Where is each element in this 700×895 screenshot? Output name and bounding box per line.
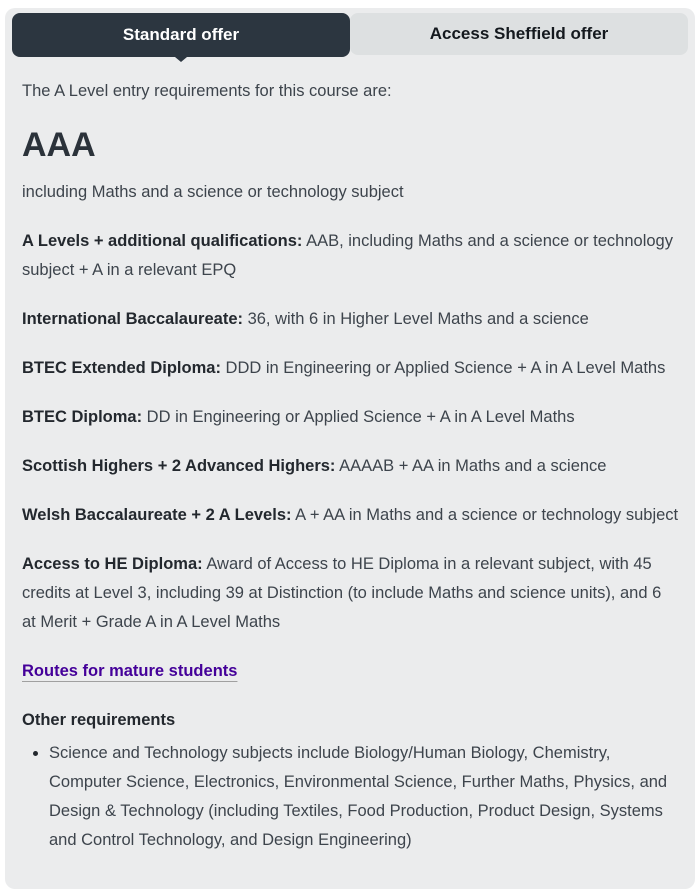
grade-note: including Maths and a science or technology subject <box>22 183 404 201</box>
requirement-text: DD in Engineering or Applied Science + A in A Level Maths <box>142 408 575 426</box>
requirement-label: Scottish Highers + 2 Advanced Highers: <box>22 457 336 475</box>
requirement-label: Welsh Baccalaureate + 2 A Levels: <box>22 506 292 524</box>
requirement-item <box>22 354 679 383</box>
standard-offer-content <box>5 57 695 895</box>
intro-text: The A Level entry requirements for this course are: <box>22 82 392 100</box>
requirement-text: 36, with 6 in Higher Level Maths and a science <box>243 310 589 328</box>
offer-tabs <box>5 8 695 57</box>
requirement-text: AAAAB + AA in Maths and a science <box>335 457 607 475</box>
requirement-item <box>22 452 679 481</box>
requirement-label: A Levels + additional qualifications: <box>22 232 303 250</box>
tab-access-sheffield-offer[interactable]: Access Sheffield offer <box>350 13 688 55</box>
other-requirements-list <box>22 739 679 855</box>
requirement-label: International Baccalaureate: <box>22 310 243 328</box>
mature-students-row <box>22 657 679 686</box>
requirement-text: AAB, including Maths and a science or technology subject + A in a relevant EPQ <box>22 232 673 279</box>
requirement-label: BTEC Diploma: <box>22 408 143 426</box>
tab-standard-offer[interactable]: Standard offer <box>12 13 350 57</box>
entry-requirements-panel <box>5 8 695 889</box>
requirement-item <box>22 227 679 285</box>
requirement-label: Access to HE Diploma: <box>22 555 203 573</box>
requirement-text: A + AA in Maths and a science or technology subject <box>291 506 679 524</box>
requirement-text: DDD in Engineering or Applied Science + A in A Level Maths <box>220 359 666 377</box>
requirement-text: Award of Access to HE Diploma in a relevant subject, with 45 credits at Level 3, including 39 at Distinction (to include Maths and science units), and 6 at Merit + Grade A in A Level Maths <box>22 555 662 631</box>
requirement-item <box>22 305 679 334</box>
routes-mature-students-link[interactable]: Routes for mature students <box>22 662 238 680</box>
requirement-label: BTEC Extended Diploma: <box>22 359 221 377</box>
other-requirements-heading: Other requirements <box>22 711 176 729</box>
requirement-item <box>22 403 679 432</box>
requirement-item <box>22 501 679 530</box>
requirement-item <box>22 550 679 637</box>
list-item: • Science and Technology subjects include Biology/Human Biology, Chemistry, Computer Science, Electronics, Environmental Science, Further Maths, Physics, and Design & Technology (including Textiles, Food Production, Product Design, Systems and Control Technology, and Design Engineering) <box>49 739 679 855</box>
active-tab-caret <box>175 57 187 62</box>
grade-heading: AAA <box>22 126 96 164</box>
